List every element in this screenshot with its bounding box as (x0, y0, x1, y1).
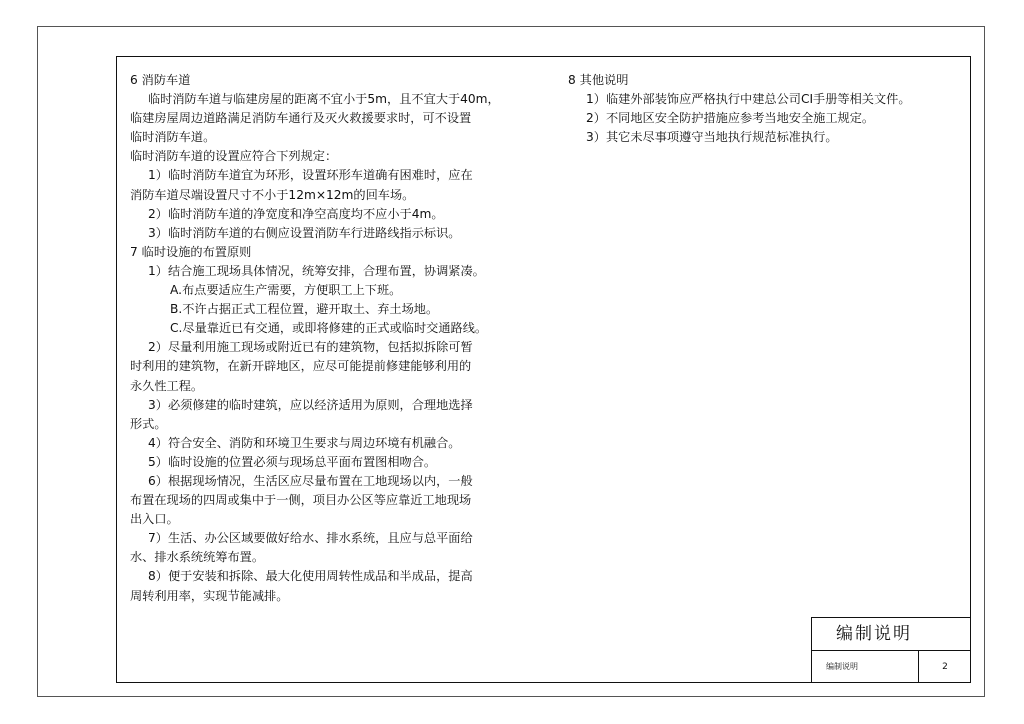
text-line: 布置在现场的四周或集中于一侧，项目办公区等应靠近工地现场 (130, 493, 472, 508)
text-line: 临建房屋周边道路满足消防车通行及灭火救援要求时，可不设置 (130, 111, 472, 126)
text-line: 3）临时消防车道的右侧应设置消防车行进路线指示标识。 (148, 225, 461, 240)
text-line: 7 临时设施的布置原则 (130, 244, 252, 259)
text-line: 5）临时设施的位置必须与现场总平面布置图相吻合。 (148, 454, 437, 469)
text-line: 6）根据现场情况，生活区应尽量布置在工地现场以内，一般 (148, 473, 473, 488)
text-line: 2）尽量利用施工现场或附近已有的建筑物，包括拟拆除可暂 (148, 340, 473, 355)
text-line: 永久性工程。 (130, 378, 204, 393)
text-line: 出入口。 (130, 512, 179, 527)
text-line: 临时消防车道的设置应符合下列规定： (130, 149, 338, 164)
title-block-title: 编制说明 (812, 618, 971, 651)
text-line: 1）临建外部装饰应严格执行中建总公司CI手册等相关文件。 (586, 92, 911, 107)
text-line: 6 消防车道 (130, 73, 191, 87)
text-line: 8）便于安装和拆除、最大化使用周转性成品和半成品，提高 (148, 569, 473, 584)
text-line: 消防车道尽端设置尺寸不小于12m×12m的回车场。 (130, 187, 415, 202)
title-block (811, 617, 971, 683)
right-text-column (568, 71, 968, 147)
text-line: 时利用的建筑物，在新开辟地区，应尽可能提前修建能够利用的 (130, 359, 472, 374)
left-text-column (130, 71, 540, 606)
text-line: 7）生活、办公区域要做好给水、排水系统，且应与总平面给 (148, 531, 473, 546)
text-line: 3）必须修建的临时建筑，应以经济适用为原则，合理地选择 (148, 397, 473, 412)
text-line: B.不许占据正式工程位置，避开取土、弃土场地。 (170, 302, 439, 317)
text-line: 2）不同地区安全防护措施应参考当地安全施工规定。 (586, 111, 875, 126)
text-line: A.布点要适应生产需要，方便职工上下班。 (170, 283, 402, 298)
text-line: 周转利用率，实现节能减排。 (130, 588, 289, 603)
text-line: 3）其它未尽事项遵守当地执行规范标准执行。 (586, 130, 838, 145)
text-line: 临时消防车道。 (130, 130, 216, 145)
title-block-drawing-name: 编制说明 (812, 651, 919, 683)
text-line: 4）符合安全、消防和环境卫生要求与周边环境有机融合。 (148, 435, 461, 450)
text-line: 1）结合施工现场具体情况，统筹安排，合理布置，协调紧凑。 (148, 263, 485, 278)
text-line: 1）临时消防车道宜为环形，设置环形车道确有困难时，应在 (148, 168, 473, 183)
text-line: 形式。 (130, 416, 167, 431)
title-block-page-number: 2 (942, 662, 948, 672)
text-line: 2）临时消防车道的净宽度和净空高度均不应小于4m。 (148, 206, 444, 221)
text-line: C.尽量靠近已有交通，或即将修建的正式或临时交通路线。 (170, 321, 488, 336)
text-line: 临时消防车道与临建房屋的距离不宜小于5m，且不宜大于40m， (148, 92, 500, 107)
text-line: 8 其他说明 (568, 73, 629, 87)
text-line: 水、排水系统统筹布置。 (130, 550, 265, 565)
